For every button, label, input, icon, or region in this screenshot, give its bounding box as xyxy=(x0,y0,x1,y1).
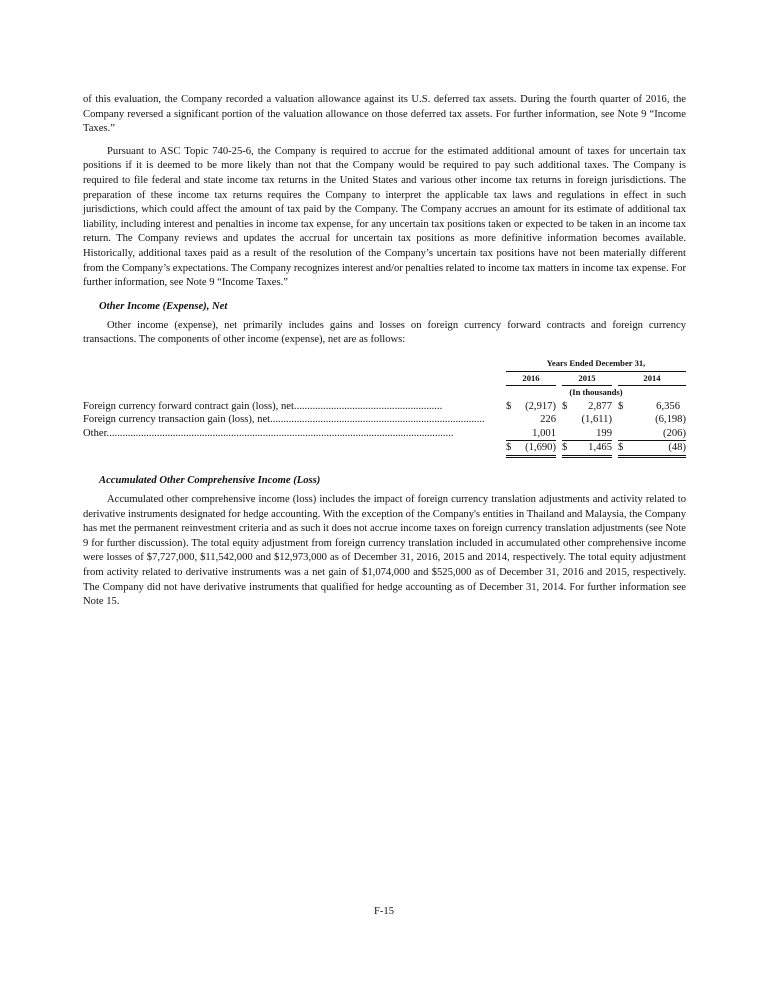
currency-symbol: $ xyxy=(618,400,624,412)
table-header-years xyxy=(83,371,686,386)
year-header: 2014 xyxy=(618,371,686,386)
total-value: 1,465 xyxy=(572,441,612,457)
table-row: Foreign currency forward contract gain (loss), net........................................................ $ (2,917) $ 2,877 $ 6,356 xyxy=(83,400,686,414)
row-label: Foreign currency forward contract gain (loss), net xyxy=(83,400,294,412)
period-header: Years Ended December 31, xyxy=(506,357,686,371)
total-value: (1,690) xyxy=(516,441,556,457)
currency-symbol: $ xyxy=(506,441,516,457)
table-total-row xyxy=(83,441,686,457)
row-label: Other xyxy=(83,428,107,440)
table-row: Other................................................................................................................................... 1,001 199 (206) xyxy=(83,427,686,440)
currency-symbol: $ xyxy=(618,441,628,457)
cell-value: 226 xyxy=(540,414,556,426)
paragraph-uncertain-tax: Pursuant to ASC Topic 740-25-6, the Company is required to accrue for the estimated additional amount of taxes for uncertain tax positions if it is deemed to be more likely than not that the Company would be required to pay such additional taxes. The Company is required to file federal and state income tax returns in the United States and various other income tax returns in foreign jurisdictions. The preparation of these income tax returns requires the Company to interpret the applicable tax laws and regulations in effect in such jurisdictions, which could affect the amount of tax paid by the Company. The Company accrues an amount for its estimate of additional tax liability, including interest and penalties in income tax expense, for any uncertain tax positions taken or expected to be taken in an income tax return. The Company reviews and updates the accrual for uncertain tax positions as more definitive information becomes available. Historically, additional taxes paid as a result of the resolution of the Company’s uncertain tax positions have not been materially different from the Company’s expectations. The Company recognizes interest and/or penalties related to income tax matters in income tax expense. For further information, see Note 9 “Income Taxes.” xyxy=(83,145,686,289)
heading-other-income: Other Income (Expense), Net xyxy=(99,300,228,312)
paragraph-valuation-allowance: of this evaluation, the Company recorded a valuation allowance against its U.S. deferred tax assets. During the fourth quarter of 2016, the Company reversed a significant portion of the valuation allowance on those deferred tax assets. For further information, see Note 9 “Income Taxes.” xyxy=(83,94,686,135)
cell-value: (206) xyxy=(663,427,686,439)
unit-label: (In thousands) xyxy=(569,387,623,398)
year-header: 2016 xyxy=(506,371,556,386)
table-row: Foreign currency transaction gain (loss), net................................................................................. 226 (1,611) (6,198) xyxy=(83,414,686,426)
cell-value: (2,917) xyxy=(525,400,556,412)
cell-value: (1,611) xyxy=(581,414,612,426)
cell-value: 199 xyxy=(596,427,612,439)
row-label: Foreign currency transaction gain (loss), net xyxy=(83,414,271,426)
table-header-unit xyxy=(83,386,686,400)
document-page xyxy=(83,93,686,610)
cell-value: 1,001 xyxy=(532,427,556,439)
cell-value: 2,877 xyxy=(588,400,612,412)
heading-aoci: Accumulated Other Comprehensive Income (Loss) xyxy=(99,475,321,487)
page-number: F-15 xyxy=(373,906,394,917)
table-header-period xyxy=(83,357,686,371)
currency-symbol: $ xyxy=(562,441,572,457)
cell-value: (6,198) xyxy=(655,414,686,426)
paragraph-aoci: Accumulated other comprehensive income (loss) includes the impact of foreign currency translation adjustments and activity related to derivative instruments designated for hedge accounting. With the exception of the Company's entities in Thailand and Malaysia, the Company has met the permanent reinvestment criteria and as such it does not accrue income taxes on foreign currency translation adjustments (see Note 9 for further discussion). The total equity adjustment from foreign currency translation included in accumulated other comprehensive income were losses of $7,727,000, $11,542,000 and $12,973,000 as of December 31, 2016, 2015 and 2014, respectively. The total equity adjustment from activity related to derivative instruments was a net gain of $1,074,000 and $525,000 as of December 31, 2016 and 2015, respectively. The Company did not have derivative instruments that qualified for hedge accounting as of December 31, 2014. For further information see Note 15. xyxy=(83,494,686,608)
cell-value: 6,356 xyxy=(656,400,680,412)
currency-symbol: $ xyxy=(562,400,568,412)
paragraph-other-income: Other income (expense), net primarily includes gains and losses on foreign currency forward contracts and foreign currency transactions. The components of other income (expense), net are as follows: xyxy=(83,319,686,346)
other-income-table xyxy=(83,357,686,458)
currency-symbol: $ xyxy=(506,400,512,412)
total-value: (48) xyxy=(628,441,686,457)
year-header: 2015 xyxy=(562,371,612,386)
